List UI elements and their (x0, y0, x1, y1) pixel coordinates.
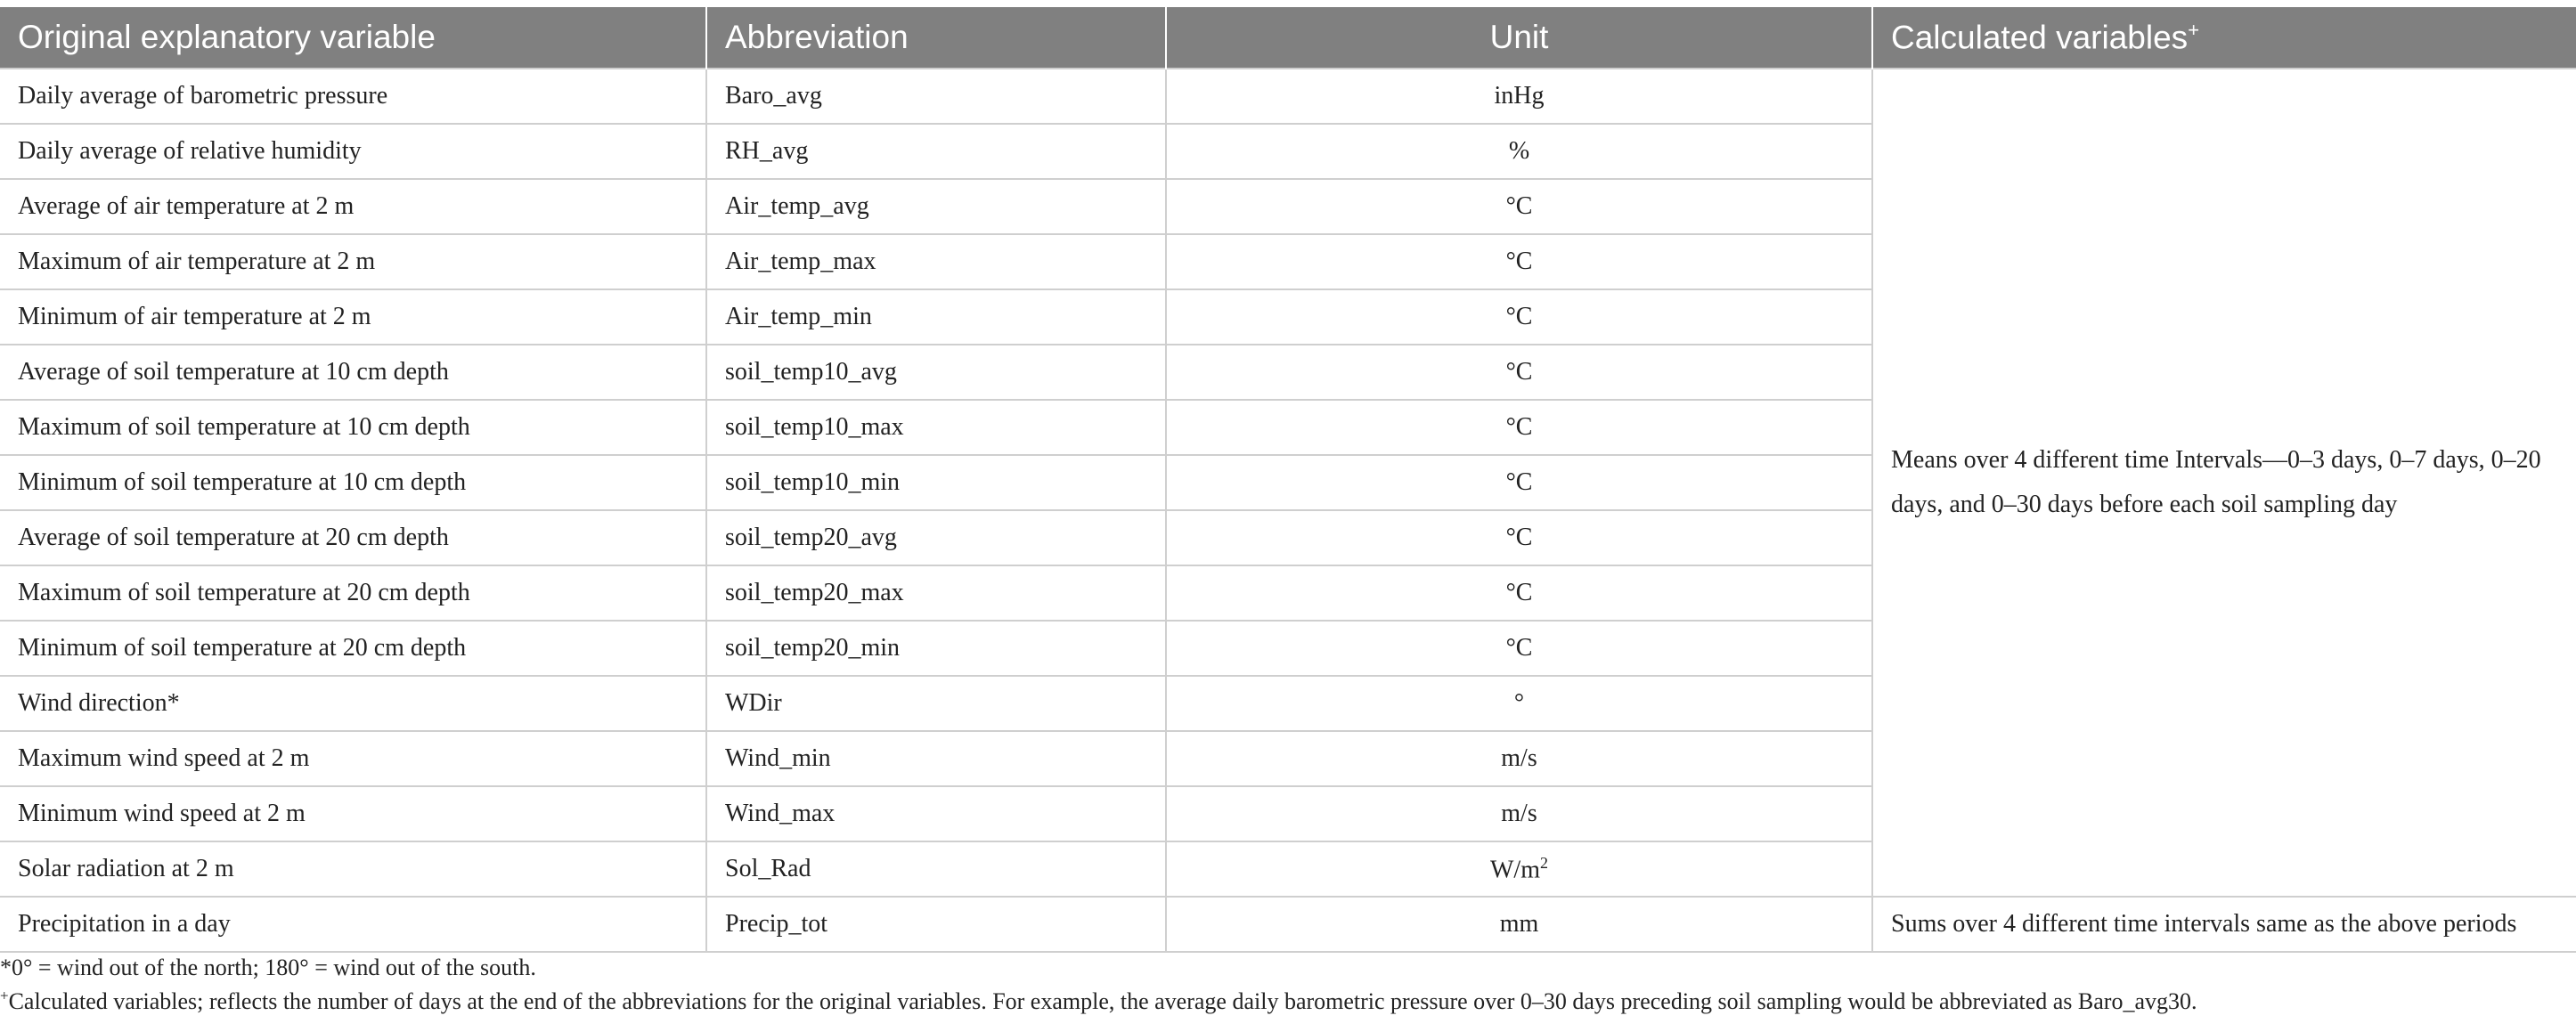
cell-unit-text: °C (1505, 303, 1533, 330)
cell-unit-text: °C (1505, 248, 1533, 275)
cell-abbreviation: soil_temp10_min (706, 455, 1166, 510)
cell-unit (1166, 234, 1872, 289)
footnote-calculated (0, 985, 2565, 1019)
cell-unit (1166, 565, 1872, 621)
cell-unit (1166, 400, 1872, 455)
footnote-mark: + (0, 987, 9, 1004)
cell-unit (1166, 345, 1872, 400)
cell-unit-text: °C (1505, 358, 1533, 386)
cell-variable: Minimum of soil temperature at 10 cm depth (0, 455, 706, 510)
cell-abbreviation: Wind_max (706, 786, 1166, 841)
cell-unit-text: W/m (1490, 856, 1540, 884)
cell-abbreviation: soil_temp20_min (706, 621, 1166, 676)
cell-variable: Average of soil temperature at 10 cm depth (0, 345, 706, 400)
cell-variable: Maximum wind speed at 2 m (0, 731, 706, 786)
cell-unit-text: °C (1505, 634, 1533, 662)
table-row (0, 69, 2576, 124)
cell-abbreviation: Air_temp_max (706, 234, 1166, 289)
cell-unit (1166, 897, 1872, 952)
cell-unit (1166, 621, 1872, 676)
cell-variable: Minimum wind speed at 2 m (0, 786, 706, 841)
cell-unit-text: inHg (1494, 82, 1545, 110)
cell-unit (1166, 455, 1872, 510)
cell-abbreviation: Air_temp_avg (706, 179, 1166, 234)
cell-variable: Daily average of relative humidity (0, 124, 706, 179)
cell-abbreviation: Precip_tot (706, 897, 1166, 952)
cell-unit-text: °C (1505, 192, 1533, 220)
header-unit: Unit (1166, 7, 1872, 69)
cell-variable: Average of air temperature at 2 m (0, 179, 706, 234)
cell-variable: Minimum of soil temperature at 20 cm depth (0, 621, 706, 676)
cell-unit (1166, 786, 1872, 841)
cell-unit-text: °C (1505, 579, 1533, 606)
cell-unit-text: °C (1505, 468, 1533, 496)
cell-unit (1166, 731, 1872, 786)
cell-unit (1166, 289, 1872, 345)
cell-variable: Precipitation in a day (0, 897, 706, 952)
cell-abbreviation: WDir (706, 676, 1166, 731)
cell-unit-text: m/s (1501, 744, 1537, 772)
cell-calculated-means: Means over 4 different time Intervals—0–3 days, 0–7 days, 0–20 days, and 0–30 days before each soil sampling day (1872, 69, 2576, 897)
cell-unit-text: °C (1505, 413, 1533, 441)
cell-variable: Daily average of barometric pressure (0, 69, 706, 124)
variables-table-container (0, 7, 2576, 953)
cell-variable: Solar radiation at 2 m (0, 841, 706, 897)
cell-unit (1166, 179, 1872, 234)
cell-unit-text: % (1508, 137, 1530, 165)
cell-unit-text: ° (1513, 689, 1525, 717)
header-variable: Original explanatory variable (0, 7, 706, 69)
cell-unit (1166, 676, 1872, 731)
cell-variable: Maximum of soil temperature at 20 cm depth (0, 565, 706, 621)
cell-variable: Average of soil temperature at 20 cm depth (0, 510, 706, 565)
cell-variable: Minimum of air temperature at 2 m (0, 289, 706, 345)
header-calculated: Calculated variables+ (1872, 7, 2576, 69)
cell-unit-text: m/s (1501, 800, 1537, 827)
table-header (0, 7, 2576, 69)
cell-abbreviation: RH_avg (706, 124, 1166, 179)
cell-unit (1166, 841, 1872, 897)
cell-variable: Maximum of air temperature at 2 m (0, 234, 706, 289)
footnote-calculated-text: Calculated variables; reflects the number of days at the end of the abbreviations for the original variables. For example, the average daily barometric pressure over 0–30 days preceding soil sampling would be abbreviated as Baro_avg30. (8, 988, 2197, 1014)
header-row (0, 7, 2576, 69)
variables-table (0, 7, 2576, 953)
cell-abbreviation: Wind_min (706, 731, 1166, 786)
cell-unit-superscript: 2 (1540, 853, 1548, 872)
cell-unit-text: mm (1499, 910, 1539, 938)
cell-abbreviation: Sol_Rad (706, 841, 1166, 897)
cell-abbreviation: Air_temp_min (706, 289, 1166, 345)
cell-abbreviation: Baro_avg (706, 69, 1166, 124)
table-row (0, 897, 2576, 952)
cell-unit-text: °C (1505, 524, 1533, 551)
cell-variable: Maximum of soil temperature at 10 cm depth (0, 400, 706, 455)
table-footnotes (0, 951, 2565, 1019)
cell-abbreviation: soil_temp10_avg (706, 345, 1166, 400)
cell-calculated-sums: Sums over 4 different time intervals same as the above periods (1872, 897, 2576, 952)
cell-variable: Wind direction* (0, 676, 706, 731)
footnote-wind: *0° = wind out of the north; 180° = wind out of the south. (0, 955, 536, 980)
header-abbreviation: Abbreviation (706, 7, 1166, 69)
header-calculated-mark: + (2188, 18, 2200, 41)
cell-abbreviation: soil_temp20_max (706, 565, 1166, 621)
cell-abbreviation: soil_temp10_max (706, 400, 1166, 455)
cell-abbreviation: soil_temp20_avg (706, 510, 1166, 565)
cell-unit (1166, 69, 1872, 124)
cell-unit (1166, 510, 1872, 565)
table-body (0, 69, 2576, 952)
cell-unit (1166, 124, 1872, 179)
